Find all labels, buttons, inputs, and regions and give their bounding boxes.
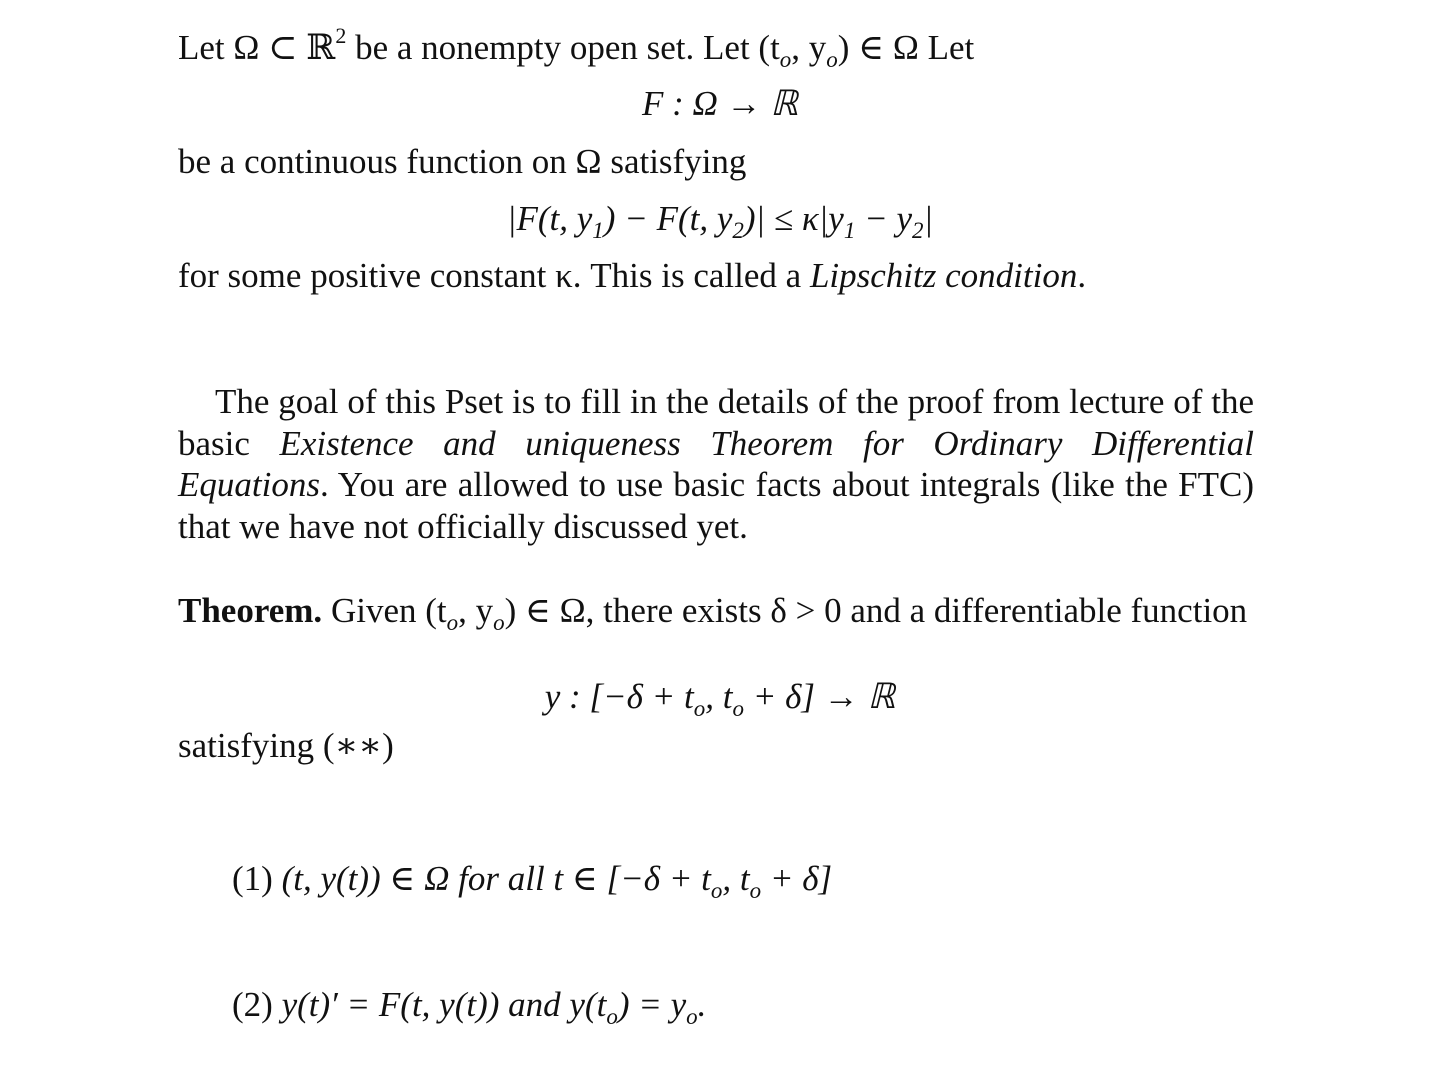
eq-part: |F(t, y xyxy=(506,199,593,238)
condition-text: ) = y xyxy=(617,985,687,1024)
eq-part: y : [−δ + t xyxy=(544,677,694,716)
display-equation-y xyxy=(0,677,1440,721)
subscript: o xyxy=(493,610,505,635)
subscript: 2 xyxy=(911,218,924,243)
display-equation-lipschitz xyxy=(0,199,1440,243)
subscript: o xyxy=(693,696,706,721)
theorem-text: Given (t xyxy=(322,591,447,630)
eq-part: )| ≤ κ|y xyxy=(743,199,844,238)
condition-1 xyxy=(232,859,833,903)
subscript: o xyxy=(710,878,723,903)
subscript: o xyxy=(749,878,762,903)
subscript: 2 xyxy=(732,218,744,243)
period: . xyxy=(1077,256,1087,295)
condition-text: + δ] xyxy=(761,859,833,898)
goal-paragraph xyxy=(178,381,1254,547)
lipschitz-text: for some positive constant κ. This is called a xyxy=(178,256,810,295)
goal-text-end: . You are allowed to use basic facts about integrals (like the FTC) that we have not officially discussed yet. xyxy=(178,465,1254,546)
condition-2 xyxy=(232,985,707,1029)
condition-text: y(t)′ = F(t, y(t)) and y(t xyxy=(272,985,607,1024)
equation-text: F : Ω → ℝ xyxy=(641,84,799,123)
intro-line xyxy=(178,23,975,72)
subscript: 1 xyxy=(843,218,856,243)
subscript: o xyxy=(446,610,459,635)
subscript: o xyxy=(606,1004,618,1029)
theorem-label: Theorem. xyxy=(178,591,323,630)
theorem-text: , y xyxy=(458,591,494,630)
intro-text-mid: be a nonempty open set. Let (t xyxy=(346,28,780,67)
display-equation-F xyxy=(0,84,1440,124)
subscript: o xyxy=(779,47,792,72)
continuous-line: be a continuous function on Ω satisfying xyxy=(178,142,747,181)
eq-part: , t xyxy=(705,677,733,716)
condition-text: , t xyxy=(722,859,750,898)
subscript: o xyxy=(732,696,745,721)
subscript: o xyxy=(686,1004,698,1029)
theorem-name: Existence and uniqueness Theorem for Ordinary Differential Equations xyxy=(178,423,1254,505)
condition-number: (2) xyxy=(232,985,273,1024)
eq-part: − y xyxy=(855,199,912,238)
condition-text: (t, y(t)) ∈ Ω for all t ∈ [−δ + t xyxy=(272,859,711,898)
lipschitz-term: Lipschitz condition xyxy=(809,256,1078,295)
eq-part: | xyxy=(923,199,934,238)
theorem-text: ) ∈ Ω, there exists δ > 0 and a differentiable function xyxy=(504,591,1248,630)
theorem-statement xyxy=(178,590,1254,635)
intro-text-end: ) ∈ Ω Let xyxy=(837,28,975,67)
eq-part: + δ] → ℝ xyxy=(744,677,896,716)
satisfying-line: satisfying (∗∗) xyxy=(178,726,394,765)
condition-text: . xyxy=(697,985,707,1024)
intro-text-start: Let Ω ⊂ ℝ xyxy=(178,28,336,67)
goal-text: The goal of this Pset is to fill in the details of the proof from lecture of the basic xyxy=(178,382,1254,463)
condition-number: (1) xyxy=(232,859,273,898)
subscript: 1 xyxy=(592,218,604,243)
subscript: o xyxy=(826,47,838,72)
lipschitz-line xyxy=(178,256,1086,296)
intro-text-comma: , y xyxy=(791,28,827,67)
eq-part: ) − F(t, y xyxy=(603,199,733,238)
superscript: 2 xyxy=(335,23,347,48)
